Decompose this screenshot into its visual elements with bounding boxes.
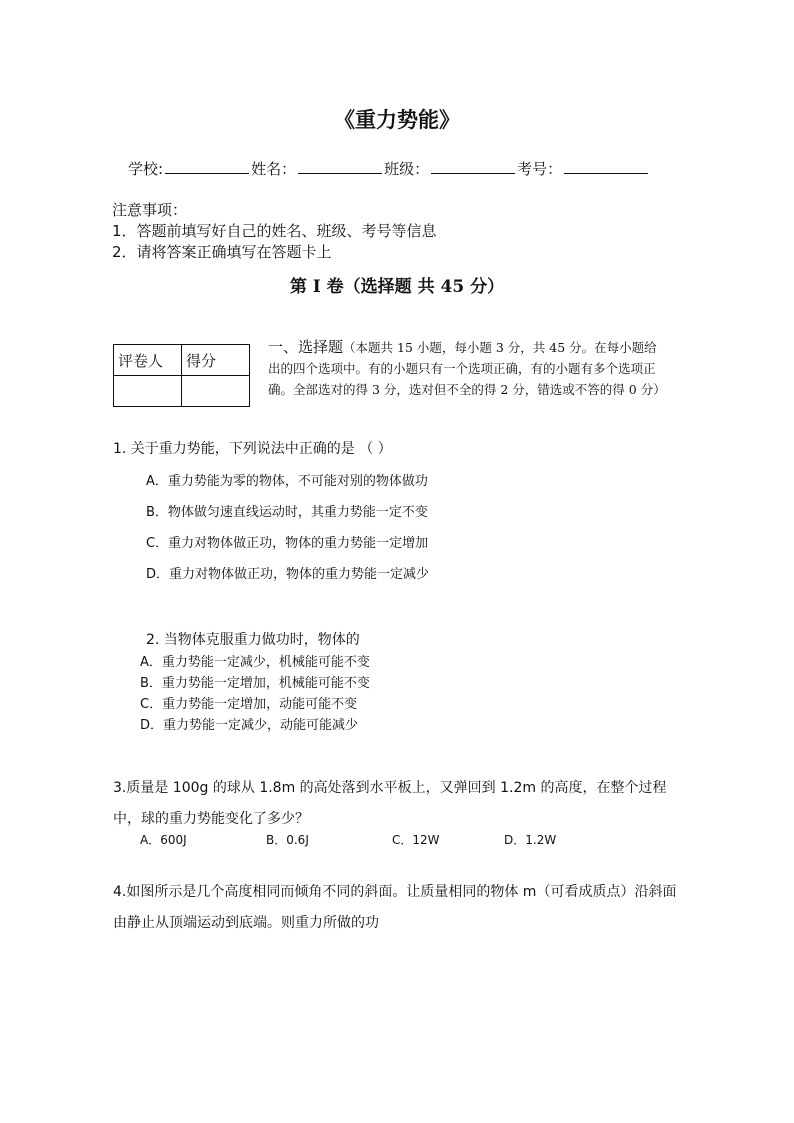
question-1-option-b[interactable]: B．物体做匀速直线运动时，其重力势能一定不变: [146, 505, 428, 520]
question-2-stem: 2. 当物体克服重力做功时，物体的: [146, 632, 360, 648]
score-header: 得分: [182, 345, 250, 376]
question-2-option-b[interactable]: B．重力势能一定增加，机械能可能不变: [140, 676, 370, 691]
exam-no-label: 考号：: [517, 160, 563, 178]
question-2-option-a[interactable]: A．重力势能一定减少，机械能可能不变: [140, 655, 370, 670]
class-blank[interactable]: [431, 159, 515, 174]
question-3-option-d[interactable]: D．1.2W: [504, 833, 557, 847]
question-4-stem: 4.如图所示是几个高度相同而倾角不同的斜面。让质量相同的物体 m（可看成质点）沿斜面由静止从顶端运动到底端。则重力所做的功: [113, 884, 677, 931]
question-3-option-c[interactable]: C．12W: [392, 833, 440, 847]
choice-section-lead: 一、选择题: [268, 338, 344, 356]
score-table: [113, 344, 250, 407]
question-2-option-d[interactable]: D．重力势能一定减少，动能可能减少: [140, 718, 359, 733]
student-info-row: [128, 158, 650, 179]
school-label: 学校:: [128, 160, 164, 178]
grader-cell[interactable]: [114, 376, 182, 407]
grader-header: 评卷人: [114, 345, 182, 376]
question-2-option-c[interactable]: C．重力势能一定增加，动能可能不变: [140, 697, 358, 712]
notes-item: 2．请将答案正确填写在答题卡上: [112, 243, 332, 261]
name-blank[interactable]: [298, 159, 382, 174]
notes-heading: 注意事项：: [112, 201, 188, 219]
choice-section-rules: （本题共 15 小题，每小题 3 分，共 45 分。在每小题给出的四个选项中。有的小题只有一个选项正确，有的小题有多个选项正确。全部选对的得 3 分，选对但不全的得 2 分，错选或不答的得 0 分）: [268, 340, 666, 397]
score-cell[interactable]: [182, 376, 250, 407]
question-3-option-a[interactable]: A．600J: [140, 833, 187, 847]
exam-no-blank[interactable]: [564, 159, 648, 174]
name-label: 姓名：: [251, 160, 297, 178]
exam-title: 《重力势能》: [334, 107, 460, 132]
choice-section-intro: [268, 337, 668, 400]
question-1-option-d[interactable]: D．重力对物体做正功，物体的重力势能一定减少: [146, 567, 430, 582]
school-blank[interactable]: [165, 159, 249, 174]
question-3-stem: 3.质量是 100g 的球从 1.8m 的高处落到水平板上，又弹回到 1.2m 的高度，在整个过程中，球的重力势能变化了多少？: [113, 780, 667, 827]
notes-item: 1．答题前填写好自己的姓名、班级、考号等信息: [112, 222, 437, 240]
question-1-option-c[interactable]: C．重力对物体做正功，物体的重力势能一定增加: [146, 536, 429, 551]
question-3-option-b[interactable]: B．0.6J: [266, 833, 309, 847]
question-1-stem: 1. 关于重力势能，下列说法中正确的是 （ ）: [113, 441, 392, 457]
class-label: 班级：: [384, 160, 430, 178]
notes-block: [112, 200, 437, 263]
question-1-option-a[interactable]: A．重力势能为零的物体，不可能对别的物体做功: [146, 474, 428, 489]
section-title: 第 I 卷（选择题 共 45 分）: [289, 277, 505, 297]
